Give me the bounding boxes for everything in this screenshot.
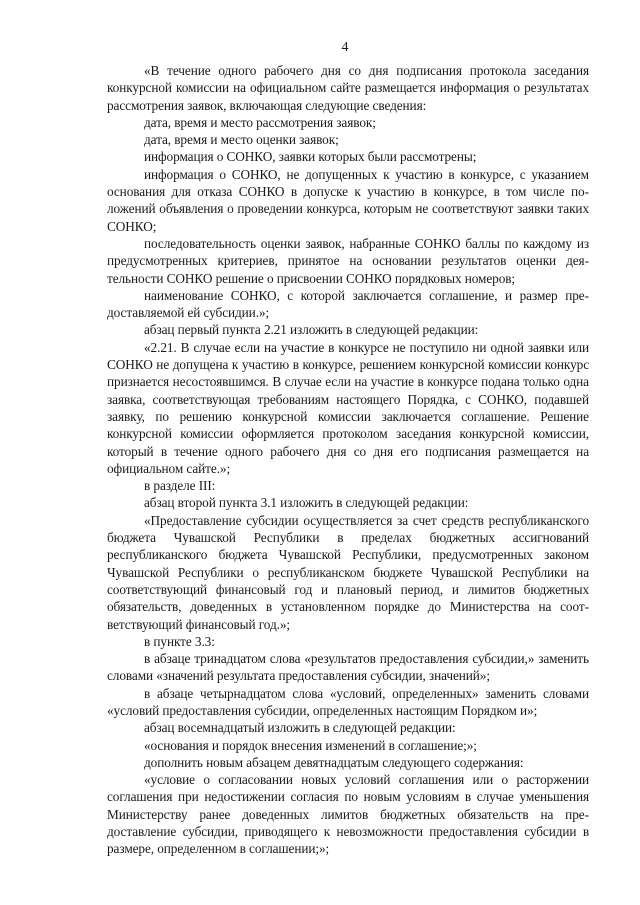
paragraph: «условие о согласовании новых условий соглашения или о расторжении соглашения при недостижении согласия по новым условиям в случае уменьшения Министерству ранее доведенных лимитов бюджетных обязательств на предоставление субсидии, приводящего к невозможности предоставления субсидии в размере, определенном в соглашении;»; <box>107 772 589 857</box>
paragraph: «2.21. В случае если на участие в конкурсе не поступило ни одной заявки или СОНКО не допущена к участию в конкурсе, решением конкурсной комиссии конкурс признается несостоявшимся. В случае если на участие в конкурсе подана только одна заявка, соответствующая требованиям настоящего Порядка, с СОНКО, подавшей заявку, по решению конкурсной комиссии заключается соглашение. Решение конкурсной комиссии оформляется протоколом заседания конкурсной комиссии, который в течение одного рабочего дня со дня его подписания размещается на официальном сайте.»; <box>107 339 589 476</box>
paragraph: «основания и порядок внесения изменений в соглашение;»; <box>144 737 477 753</box>
paragraph: «В течение одного рабочего дня со дня подписания протокола заседания конкурсной комиссии на официальном сайте размещается информация о результатах рассмотрения заявок, включающая следующие сведения: <box>107 63 589 113</box>
paragraph: в абзаце четырнадцатом слова «условий, определенных» заменить словами «условий предоставления субсидии, определенных настоящим Порядком и»; <box>107 685 589 718</box>
paragraph: абзац восемнадцатый изложить в следующей редакции: <box>144 720 456 736</box>
paragraph: «Предоставление субсидии осуществляется за счет средств республиканского бюджета Чувашской Республики в пределах бюджетных ассигнований республиканского бюджета Чувашской Республики, предусмотренных законом Чувашской Республики о республиканском бюджете Чувашской Республики на соответствующий финансовый год и плановый период, и лимитов бюджетных обязательств, доведенных в установленном порядке до Министерства на соответствующий финансовый год.»; <box>107 512 589 632</box>
document-body <box>107 62 589 858</box>
paragraph: в пункте 3.3: <box>144 633 215 649</box>
paragraph: информация о СОНКО, не допущенных к участию в конкурсе, с указанием основания для отказа СОНКО в допуске к участию в конкурсе, в том числе положений объявления о проведении конкурса, которым не соответствуют заявки таких СОНКО; <box>107 166 589 234</box>
paragraph: в абзаце тринадцатом слова «результатов предоставления субсидии,» заменить словами «значений результата предоставления субсидии, значений»; <box>107 651 589 684</box>
paragraph: абзац второй пункта 3.1 изложить в следующей редакции: <box>144 495 469 511</box>
page-number: 4 <box>341 40 349 55</box>
paragraph: дополнить новым абзацем девятнадцатым следующего содержания: <box>144 754 524 770</box>
paragraph: дата, время и место оценки заявок; <box>144 132 339 148</box>
paragraph: абзац первый пункта 2.21 изложить в следующей редакции: <box>144 322 479 338</box>
paragraph: дата, время и место рассмотрения заявок; <box>144 114 376 130</box>
paragraph: информация о СОНКО, заявки которых были рассмотрены; <box>144 149 477 165</box>
paragraph: в разделе III: <box>144 478 216 494</box>
paragraph: последовательность оценки заявок, набранные СОНКО баллы по каждому из предусмотренных критериев, принятое на основании результатов оценки деятельности СОНКО решение о присвоении СОНКО порядковых номеров; <box>107 235 589 286</box>
paragraph: наименование СОНКО, с которой заключается соглашение, и размер предоставляемой ей субсидии.»; <box>107 287 589 321</box>
